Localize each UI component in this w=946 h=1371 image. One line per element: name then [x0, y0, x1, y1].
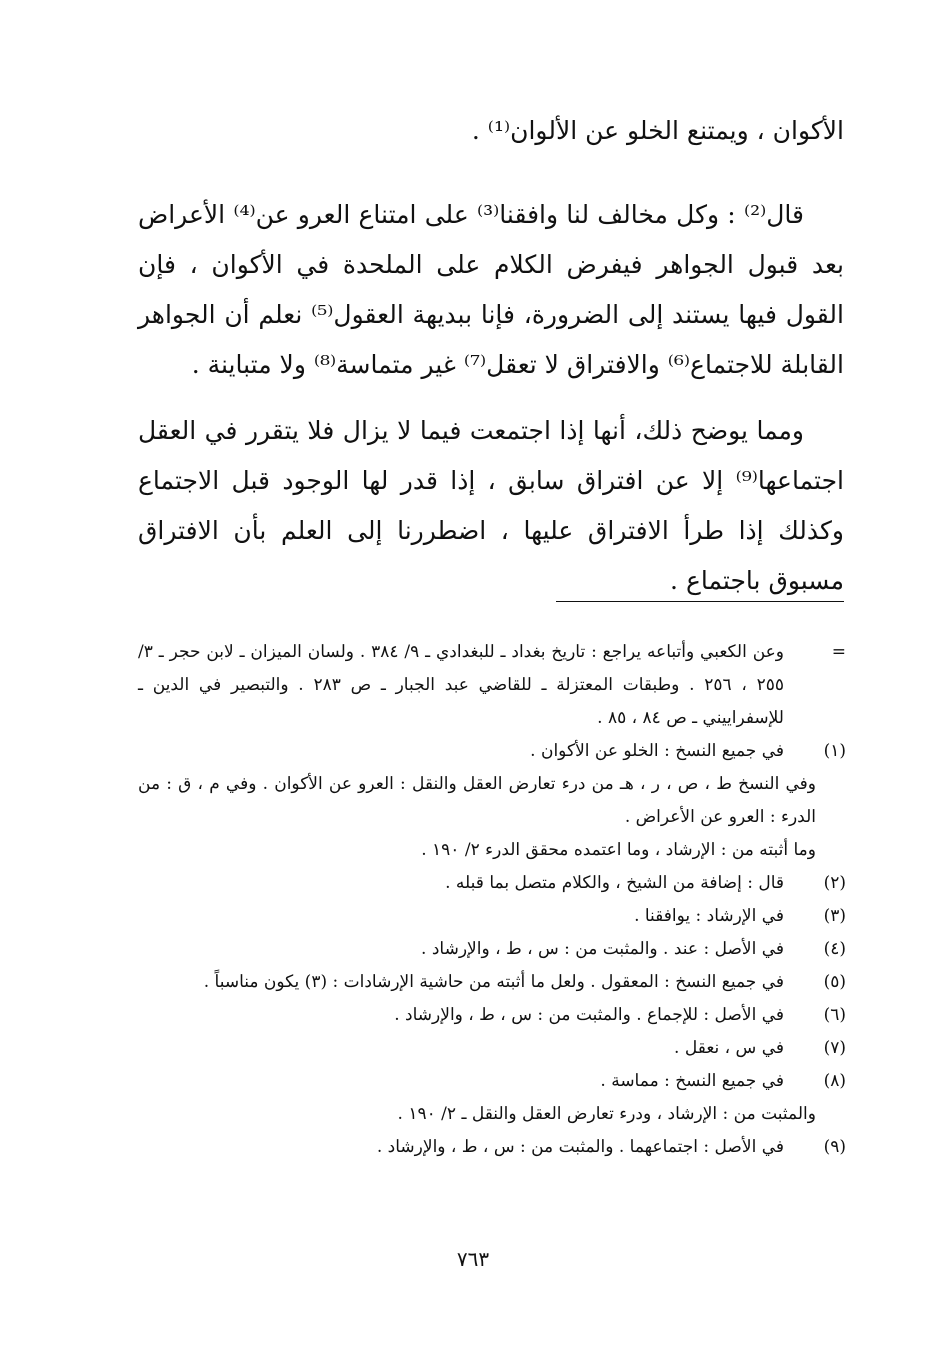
paragraph-1: الأكوان ، ويمتنع الخلو عن الألوان⁽¹⁾ .: [471, 116, 844, 145]
footnote-number: (٩): [823, 1137, 846, 1157]
footnote-8-sub: والمثبت من : الإرشاد ، ودرء تعارض العقل والنقل ـ ٢/ ١٩٠ .: [397, 1104, 816, 1124]
paragraph-2: قال⁽²⁾ : وكل مخالف لنا وافقنا⁽³⁾ على امتناع العرو عن⁽⁴⁾ الأعراض بعد قبول الجواهر فيفرض الكلام على الملحدة في الأكوان ، فإن القول فيها يستند إلى الضرورة، فإنا ببديهة العقول⁽⁵⁾ نعلم أن الجواهر القابلة للاجتماع⁽⁶⁾ والافتراق لا تعقل⁽⁷⁾ غير متماسة⁽⁸⁾ ولا متباينة .: [138, 200, 844, 379]
footnote-1: [138, 735, 846, 768]
footnote-number: (٢): [823, 873, 846, 893]
footnote-text: في الأصل : عند . والمثبت من : س ، ط ، والإرشاد .: [421, 939, 784, 959]
footnote-text: في جميع النسخ : الخلو عن الأكوان .: [530, 741, 784, 761]
footnote-text: في جميع النسخ : المعقول . ولعل ما أثبته من حاشية الإرشادات : (٣) يكون مناسباً .: [203, 972, 784, 992]
main-text: [138, 106, 844, 156]
main-text-3: [138, 406, 844, 606]
main-text-2: [138, 190, 844, 390]
footnote-1-sub-1: وفي النسخ ط ، ص ، ر ، هـ من درء تعارض العقل والنقل : العرو عن الأكوان . وفي م ، ق : من الدرء : العرو عن الأعراض .: [138, 774, 816, 827]
footnotes: [138, 636, 846, 1164]
footnote-3: [138, 900, 846, 933]
footnote-number: (٤): [823, 939, 846, 959]
footnote-text: في الأصل : للإجماع . والمثبت من : س ، ط ، والإرشاد .: [394, 1005, 784, 1025]
footnote-9: [138, 1131, 846, 1164]
footnote-number: (٣): [823, 906, 846, 926]
footnote-7: [138, 1032, 846, 1065]
footnote-text: في الإرشاد : يوافقنا .: [634, 906, 784, 926]
paragraph-3: ومما يوضح ذلك، أنها إذا اجتمعت فيما لا يزال فلا يتقرر في العقل اجتماعها⁽⁹⁾ إلا عن افتراق سابق ، إذا قدر لها الوجود قبل الاجتماع وكذلك إذا طرأ الافتراق عليها ، اضطررنا إلى العلم بأن الافتراق مسبوق باجتماع .: [138, 416, 844, 595]
footnote-1-sub-2: وما أثبته من : الإرشاد ، وما اعتمده محقق الدرء ٢/ ١٩٠ .: [421, 840, 816, 860]
footnote-number: (٨): [823, 1071, 846, 1091]
footnote-number: (٧): [823, 1038, 846, 1058]
footnote-number: (٦): [823, 1005, 846, 1025]
continuation-mark: =: [831, 642, 846, 662]
footnote-5: [138, 966, 846, 999]
footnote-continuation: [138, 636, 846, 735]
footnote-divider: [556, 601, 844, 602]
footnote-number: (٥): [823, 972, 846, 992]
footnote-text: في س ، نعقل .: [674, 1038, 784, 1058]
footnote-8: [138, 1065, 846, 1098]
footnote-text: وعن الكعبي وأتباعه يراجع : تاريخ بغداد ـ للبغدادي ـ ٩/ ٣٨٤ . ولسان الميزان ـ لابن حجر ـ ٣/ ٢٥٥ ، ٢٥٦ . وطبقات المعتزلة ـ للقاضي عبد الجبار ـ ص ٢٨٣ . والتبصير في الدين ـ للإسفراييني ـ ص ٨٤ ، ٨٥ .: [138, 642, 784, 728]
footnote-text: قال : إضافة من الشيخ ، والكلام متصل بما قبله .: [445, 873, 784, 893]
page-number: ٧٦٣: [456, 1247, 490, 1271]
footnote-4: [138, 933, 846, 966]
footnote-text: في الأصل : اجتماعهما . والمثبت من : س ، ط ، والإرشاد .: [376, 1137, 784, 1157]
footnote-text: في جميع النسخ : مماسة .: [600, 1071, 784, 1091]
footnote-number: (١): [823, 741, 846, 761]
footnote-6: [138, 999, 846, 1032]
footnote-2: [138, 867, 846, 900]
